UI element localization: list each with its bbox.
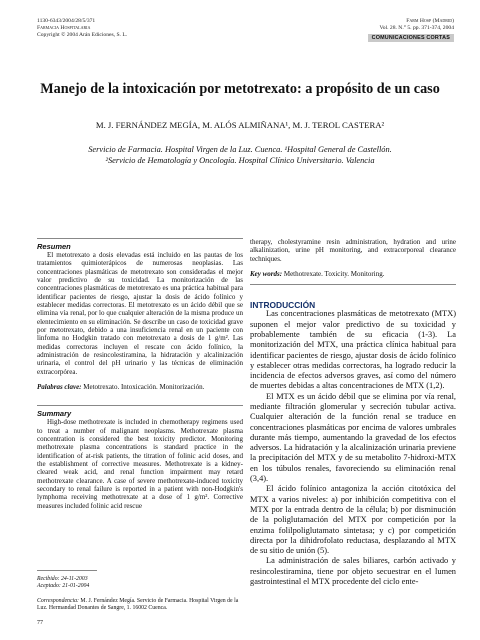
palabras-clave-label: Palabras clave: [37, 383, 82, 392]
section-badge: COMUNICACIONES CORTAS [368, 34, 454, 42]
abstract-column [37, 238, 243, 510]
correspondence-label: Correspondencia: [37, 598, 79, 605]
journal-abbrev: Farm Hosp (Madrid) [406, 18, 454, 24]
author-list: M. J. FERNÁNDEZ MEGÍA, M. ALÓS ALMIÑANA¹, M. J. TEROL CASTERA² [95, 120, 385, 130]
footnote [37, 570, 243, 613]
resumen-paragraph: El metotrexato a dosis elevadas está incluido en las pautas de los tratamientos quimioterápicos de numerosas neoplasias. Las concentraciones plasmáticas de metotrexato son consideradas el mejor valor predictivo de su toxicidad. La monitorización de las concentraciones plasmáticas de metotrexato es una práctica habitual para identificar pacientes de riesgo, ajustar la dosis de ácido folínico y establecer medidas correctoras. El metotrexato es un ácido débil que se elimina vía renal, por lo que cualquier alteración de la misma produce un elentecimiento en su eliminación. Se describe un caso de toxicidad grave por metotrexato, debido a una insuficiencia renal en un paciente con linfoma no Hodgkin tratado con metotrexato a dosis de 1 g/m². Las medidas correctoras incluyen el rescate con ácido folínico, la administración de resincolestiramina, la hidratación y alcalinización urinaria, el control del pH urinario y las técnicas de eliminación extracorpórea. [37, 250, 243, 376]
key-words-label: Key words: [250, 270, 283, 279]
volume-info: Vol. 28. N.° 5. pp. 371-374, 2004 [379, 25, 454, 32]
affiliations [0, 145, 480, 166]
resumen-heading: Resumen [37, 241, 71, 251]
summary-continuation: therapy, cholestyramine resin administration, hydration and urine alkalinization, urine pH monitoring, and extracorporeal clearance techniques. [250, 238, 456, 263]
article-title: Manejo de la intoxicación por metotrexato: a propósito de un caso [40, 81, 440, 97]
palabras-clave [37, 383, 243, 391]
key-words-text: Methotrexate. Toxicity. Monitoring. [282, 270, 385, 279]
received-date: Recibido: 24-11-2003 [37, 575, 88, 582]
copyright-line: Copyright © 2004 Arán Ediciones, S. L. [37, 32, 128, 39]
intro-body [250, 309, 456, 587]
correspondence-text: M. J. Fernández Megía. Servicio de Farmacia. Hospital Virgen de la Luz. Hermandad Donantes de Sangre, 1. 16002 Cuenca. [37, 598, 239, 612]
divider [37, 570, 97, 571]
summary-paragraph: High-dose methotrexate is included in chemotherapy regimens used to treat a number of malignant neoplasms. Methotrexate plasma concentration is considered the best toxicity predictor. Monitoring methotrexate plasma concentrations is standard practice in the identification of at-risk patients, the titration of folinic acid doses, and the establishment of corrective measures. Methotrexate is a kidney-cleared weak acid, and renal function impairment may retard methotrexate clearance. A case of severe methotrexate-induced toxicity secondary to renal failure is reported in a patient with non-Hodgkin's lymphoma receiving methotrexate at a dose of 1 g/m². Corrective measures included folinic acid rescue [37, 418, 243, 510]
summary-heading: Summary [37, 409, 72, 419]
page-number: 77 [37, 620, 43, 626]
key-words [250, 270, 456, 278]
affiliation-line: ²Servicio de Hematología y Oncología. Hospital Clínico Universitario. Valencia [105, 155, 375, 165]
accepted-date: Aceptado: 21-01-2004 [37, 582, 90, 589]
intro-paragraph: El MTX es un ácido débil que se elimina por vía renal, mediante filtración glomerular y secreción tubular activa. Cualquier alteración de la función renal se traduce en concentraciones plasmáticas por encima de valores umbrales durante más tiempo, aumentando la gravedad de los efectos adversos. La hidratación y la alcalinización urinaria previene la precipitación del MTX y de su metabolito 7-hidroxi-MTX en los túbulos renales, favoreciendo su eliminación renal (3,4). [250, 391, 456, 484]
issn-line: 1130-6343/2004/28/5/371 [37, 18, 96, 24]
journal-header-left [37, 18, 127, 39]
intro-heading: INTRODUCCIÓN [250, 299, 316, 310]
intro-paragraph: La administración de sales biliares, carbón activado y resincolestiramina, tiene por objeto secuestrar en el lumen gastrointestinal el MTX procedente del ciclo ente- [250, 556, 456, 587]
right-column [250, 238, 456, 587]
affiliation-line: Servicio de Farmacia. Hospital Virgen de la Luz. Cuenca. ¹Hospital General de Castellón. [88, 145, 392, 154]
journal-name: Farmacia Hospitalaria [37, 25, 91, 32]
palabras-clave-text: Metotrexato. Intoxicación. Monitorización. [81, 383, 205, 392]
intro-paragraph: Las concentraciones plasmáticas de metotrexato (MTX) suponen el mejor valor predictivo de su toxicidad y probablemente también de su eficacia (1-3). La monitorización del MTX, una práctica clínica habitual para identificar pacientes de riesgo, ajustar dosis de ácido folínico y establecer otras medidas correctoras, ha logrado reducir la incidencia de efectos adversos graves, así como del número de muertes debidas a altas concentraciones de MTX (1,2). [250, 309, 456, 391]
correspondence [37, 598, 243, 613]
intro-paragraph: El ácido folínico antagoniza la acción citotóxica del MTX a varios niveles: a) por inhibición competitiva con el MTX por la entrada dentro de la célula; b) por disminución de la poliglutamación del MTX por competición por la enzima folilpoliglutamato sintetasa; y c) por competición directa por la dihidrofolato reductasa, desplazando al MTX de su sitio de unión (5). [250, 484, 456, 556]
divider [37, 405, 243, 406]
divider [37, 238, 243, 239]
journal-header-right [379, 18, 454, 32]
divider [250, 284, 456, 285]
